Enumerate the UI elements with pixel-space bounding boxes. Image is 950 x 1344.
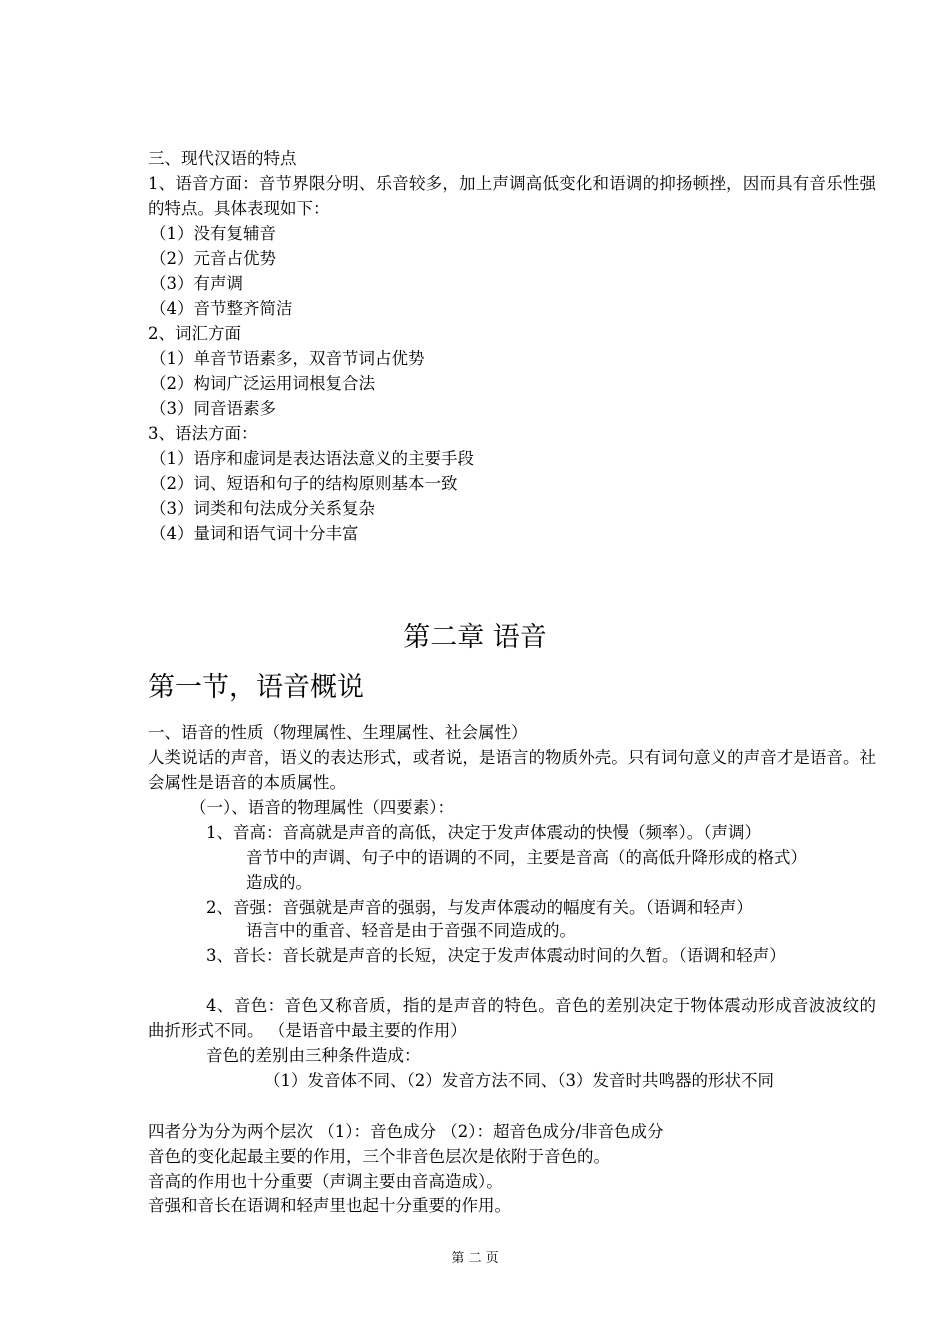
vocab-heading: 2、词汇方面 [148, 324, 241, 343]
nature-heading: 一、语音的性质（物理属性、生理属性、社会属性） [148, 723, 528, 742]
length-line: 3、音长：音长就是声音的长短，决定于发声体震动时间的久暂。（语调和轻声） [206, 946, 786, 965]
phonetics-intro: 1、语音方面：音节界限分明、乐音较多，加上声调高低变化和语调的抑扬顿挫，因而具有音乐性强的特点。具体表现如下： [148, 174, 876, 218]
summary-line: 音色的变化起最主要的作用，三个非音色层次是依附于音色的。 [148, 1147, 610, 1166]
chapter-title: 第二章 语音 [403, 622, 547, 653]
summary-line: 四者分为分为两个层次 （1）：音色成分 （2）：超音色成分/非音色成分 [148, 1122, 664, 1141]
timbre-paragraph: 4、音色：音色又称音质，指的是声音的特色。音色的差别决定于物体震动形成音波波纹的曲折形式不同。 （是语音中最主要的作用） [148, 996, 876, 1040]
section-title: 第一节，语音概说 [148, 672, 364, 703]
list-item: （1）语序和虚词是表达语法意义的主要手段 [150, 449, 474, 468]
pitch-line: 造成的。 [246, 873, 312, 892]
list-item: （3）同音语素多 [150, 399, 276, 418]
grammar-heading: 3、语法方面： [148, 424, 258, 443]
list-item: （1）单音节语素多，双音节词占优势 [150, 349, 425, 368]
pitch-line: 音节中的声调、句子中的语调的不同，主要是音高（的高低升降形成的格式） [246, 848, 807, 867]
page-number: 第 二 页 [451, 1251, 499, 1266]
physical-heading: （一）、语音的物理属性（四要素）： [190, 798, 454, 817]
timbre-conditions: （1）发音体不同、（2）发音方法不同、（3）发音时共鸣器的形状不同 [264, 1071, 774, 1090]
list-item: （2）词、短语和句子的结构原则基本一致 [150, 474, 458, 493]
intensity-line: 语言中的重音、轻音是由于音强不同造成的。 [246, 921, 576, 940]
pitch-line: 1、音高：音高就是声音的高低，决定于发声体震动的快慢（频率）。（声调） [206, 823, 761, 842]
list-item: （4）音节整齐简洁 [150, 299, 293, 318]
summary-line: 音强和音长在语调和轻声里也起十分重要的作用。 [148, 1196, 511, 1215]
list-item: （2）构词广泛运用词根复合法 [150, 374, 375, 393]
list-item: （3）有声调 [150, 274, 243, 293]
list-item: （4）量词和语气词十分丰富 [150, 524, 359, 543]
intensity-line: 2、音强：音强就是声音的强弱，与发声体震动的幅度有关。（语调和轻声） [206, 898, 753, 917]
list-item: （1）没有复辅音 [150, 224, 276, 243]
section-heading-features: 三、现代汉语的特点 [148, 149, 297, 168]
list-item: （3）词类和句法成分关系复杂 [150, 499, 375, 518]
nature-paragraph: 人类说话的声音，语义的表达形式，或者说，是语言的物质外壳。只有词句意义的声音才是语音。社会属性是语音的本质属性。 [148, 748, 876, 792]
list-item: （2）元音占优势 [150, 249, 276, 268]
summary-line: 音高的作用也十分重要（声调主要由音高造成）。 [148, 1172, 503, 1191]
timbre-conditions-heading: 音色的差别由三种条件造成： [206, 1046, 421, 1065]
